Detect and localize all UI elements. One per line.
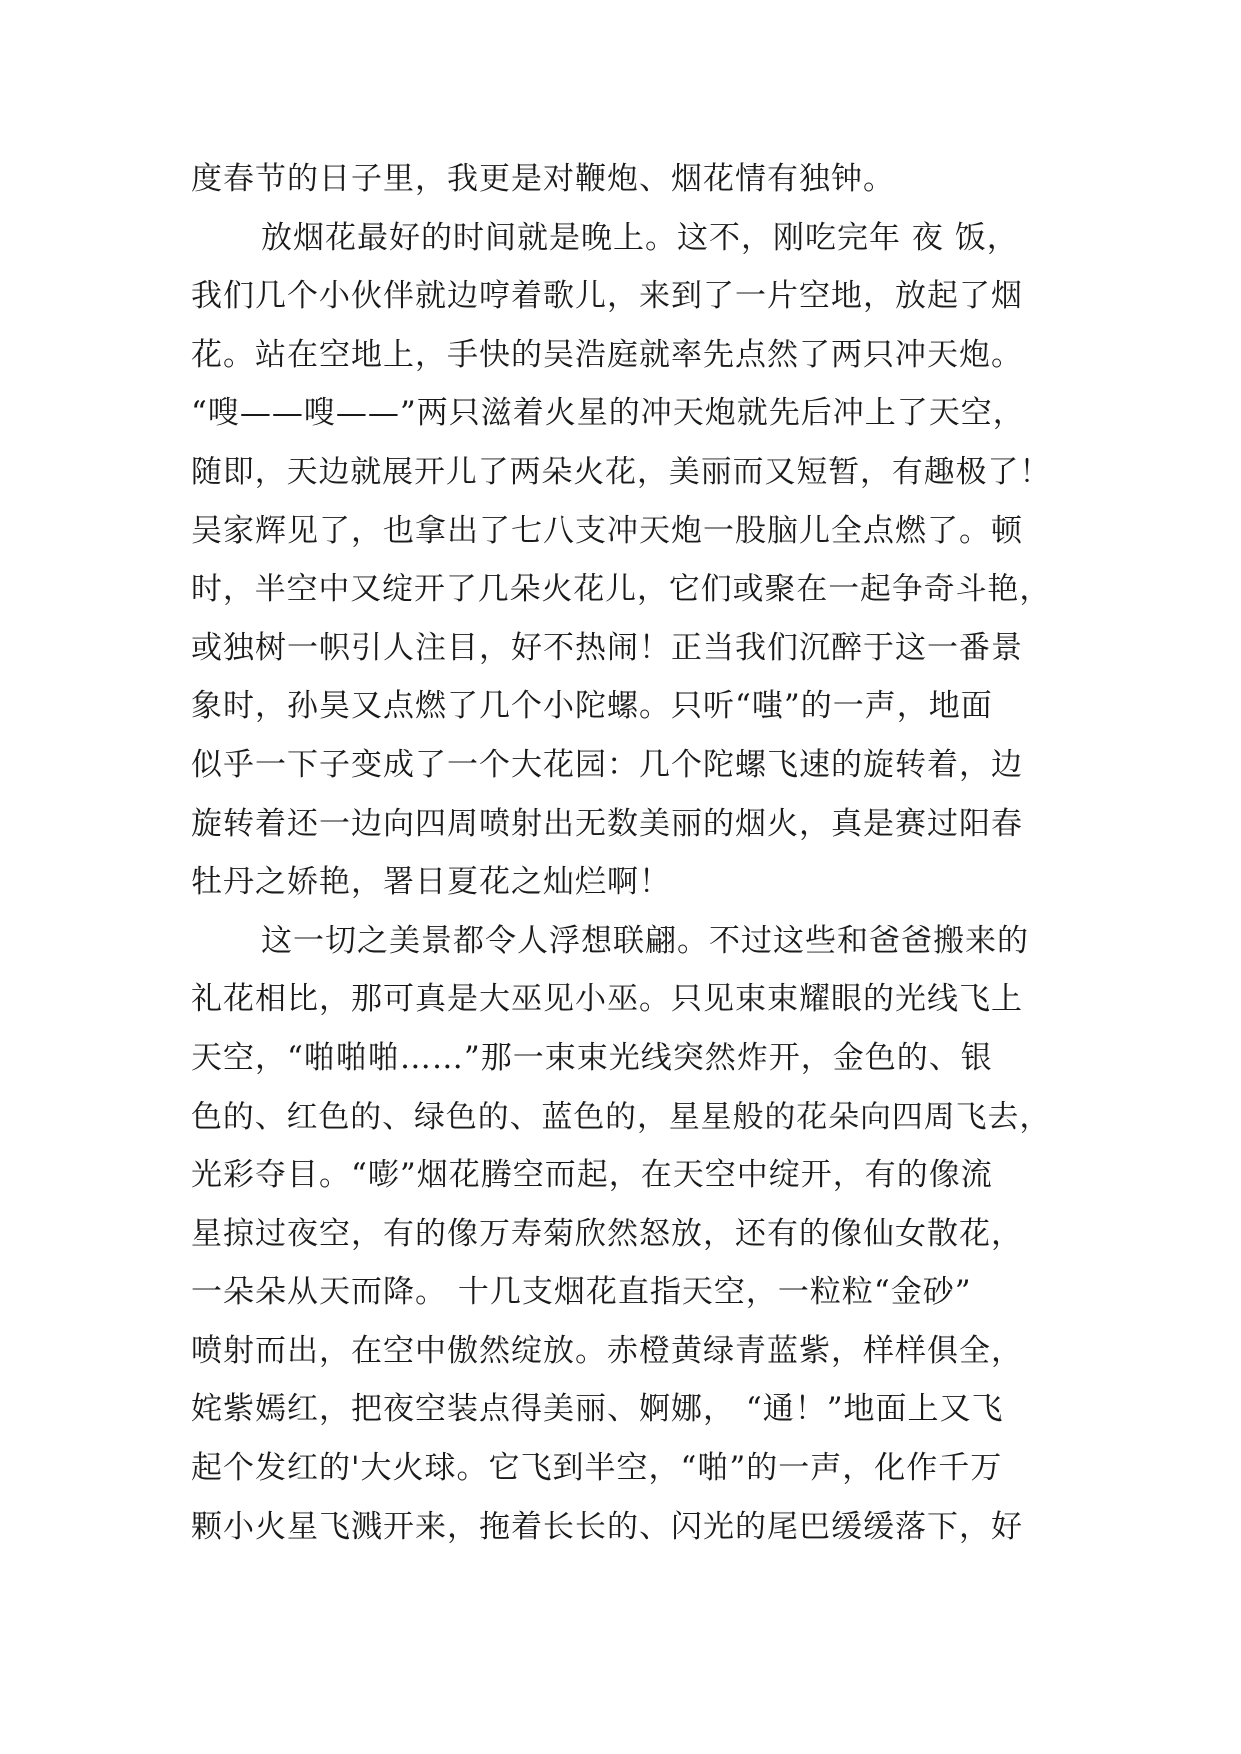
text-line: 我们几个小伙伴就边哼着歌儿，来到了一片空地，放起了烟 (191, 278, 1023, 315)
text-line: 吴家辉见了，也拿出了七八支冲天炮一股脑儿全点燃了。顿 (191, 512, 1023, 549)
text-line: 天空，“啪啪啪……”那一束束光线突然炸开，金色的、银 (191, 1039, 993, 1076)
text-line: “嗖——嗖——”两只滋着火星的冲天炮就先后冲上了天空， (191, 395, 1025, 432)
text-line: 放烟花最好的时间就是晚上。这不，刚吃完年 夜 饭， (261, 219, 1019, 256)
text-line: 这一切之美景都令人浮想联翩。不过这些和爸爸搬来的 (261, 922, 1029, 959)
text-line: 似乎一下子变成了一个大花园：几个陀螺飞速的旋转着，边 (191, 746, 1023, 783)
text-line: 颗小火星飞溅开来，拖着长长的、闪光的尾巴缓缓落下，好 (191, 1508, 1023, 1545)
text-line: 时，半空中又绽开了几朵火花儿，它们或聚在一起争奇斗艳， (191, 571, 1052, 608)
body-text (191, 150, 1051, 1556)
text-line: 或独树一帜引人注目，好不热闹！正当我们沉醉于这一番景 (191, 629, 1023, 666)
text-line: 姹紫嫣红，把夜空装点得美丽、婀娜， “通！”地面上又飞 (191, 1391, 1004, 1428)
text-line: 礼花相比，那可真是大巫见小巫。只见束束耀眼的光线飞上 (191, 981, 1023, 1018)
text-line: 一朵朵从天而降。 十几支烟花直指天空，一粒粒“金砂” (191, 1274, 972, 1311)
text-line: 光彩夺目。“嘭”烟花腾空而起，在天空中绽开，有的像流 (191, 1157, 993, 1194)
text-line: 随即，天边就展开儿了两朵火花，美丽而又短暂，有趣极了！ (191, 453, 1052, 490)
text-line: 牡丹之娇艳，署日夏花之灿烂啊！ (191, 864, 671, 901)
text-line: 象时，孙昊又点燃了几个小陀螺。只听“嗤”的一声，地面 (191, 688, 993, 725)
text-line: 喷射而出，在空中傲然绽放。赤橙黄绿青蓝紫，样样俱全， (191, 1332, 1023, 1369)
text-line: 度春节的日子里，我更是对鞭炮、烟花情有独钟。 (191, 161, 895, 197)
text-line: 花。站在空地上，手快的吴浩庭就率先点然了两只冲天炮。 (191, 336, 1023, 373)
text-line: 色的、红色的、绿色的、蓝色的，星星般的花朵向四周飞去， (191, 1098, 1052, 1135)
text-line: 旋转着还一边向四周喷射出无数美丽的烟火，真是赛过阳春 (191, 805, 1023, 842)
text-line: 星掠过夜空，有的像万寿菊欣然怒放，还有的像仙女散花， (191, 1215, 1023, 1252)
text-line: 起个发红的'大火球。它飞到半空，“啪”的一声，化作千万 (191, 1450, 1003, 1487)
